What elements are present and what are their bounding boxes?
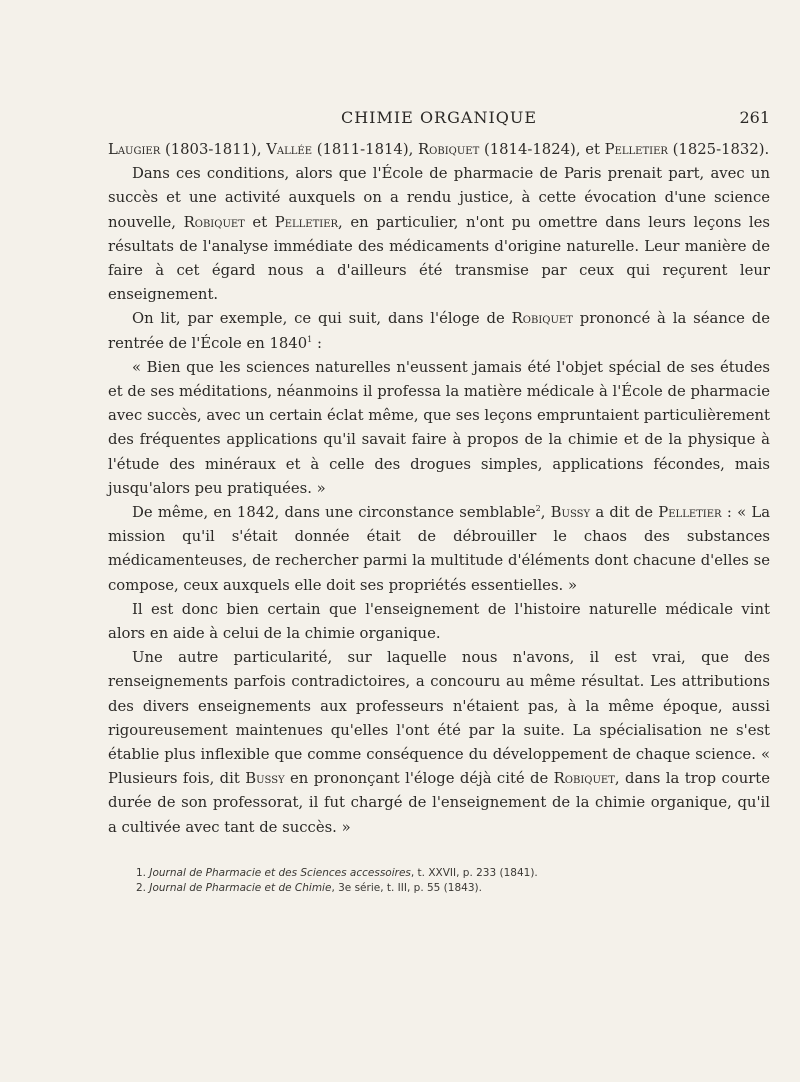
text-run: Dans ces conditions, alors que l'École de pharmacie de Paris prenait part, avec un succès et une activité auxquels on a rendu justice, à cette évocation d'une science nouvelle, — [108, 165, 770, 231]
person-name: Pelletier — [274, 213, 339, 231]
text-run: (1825-1832). — [667, 141, 770, 158]
person-name: Bussy — [550, 504, 591, 522]
person-name: Robiquet — [183, 213, 245, 231]
text-run: « Bien que les sciences naturelles n'eussent jamais été l'objet spécial de ses études et de ses méditations, néanmoins il professa la matière médicale à l'École de pharmacie avec succès, avec un certain éclat même, que ses leçons empruntaient particulièrement des fréquentes applications qu'il savait faire à propos de la chimie et de la physique à l'étude des minéraux et à celle des drogues simples, applications fécondes, mais jusqu'alors peu pratiquées. » — [108, 358, 770, 497]
paragraph — [108, 501, 770, 598]
text-run: (1814-1824), et — [479, 141, 605, 158]
footnote-ref-text: , t. XXVII, p. 233 (1841). — [410, 867, 538, 879]
text-run: (1811-1814), — [312, 141, 419, 158]
text-run: , — [540, 504, 551, 522]
paragraph — [108, 307, 770, 355]
paragraph — [108, 356, 770, 501]
text-run: prononcé à la séance de rentrée de l'École en 1840 — [108, 310, 770, 352]
person-name: Robiquet — [511, 310, 573, 328]
paragraph — [108, 598, 770, 646]
paragraph — [108, 646, 770, 840]
text-run: : « La mission qu'il s'était donnée était de débrouiller le chaos des substances médicamenteuses, de rechercher parmi la multitude d'éléments dont chacune d'elles se compose, ceux auxquels elle doit ses propriétés essentielles. » — [108, 504, 771, 594]
text-run: et — [244, 213, 275, 231]
text-run: a dit de — [590, 504, 659, 522]
journal-title: Journal de Pharmacie et des Sciences accessoires — [149, 867, 411, 879]
person-name: Vallée — [266, 141, 313, 158]
person-name: Robiquet — [553, 770, 615, 788]
person-name: Bussy — [245, 770, 285, 788]
text-run: en prononçant l'éloge déjà cité de — [284, 770, 554, 788]
person-name: Pelletier — [658, 504, 722, 522]
running-title: CHIMIE ORGANIQUE — [340, 108, 538, 127]
footnotes — [108, 866, 770, 896]
text-run: : — [312, 334, 322, 352]
paragraph — [108, 162, 770, 307]
footnote-ref[interactable]: 2 — [535, 504, 541, 514]
footnote-ref-text: , 3e série, t. III, p. 55 (1843). — [331, 882, 482, 894]
text-run: , dans la trop courte durée de son professorat, il fut chargé de l'enseignement de la chimie organique, qu'il a cultivée avec tant de succès. » — [108, 770, 770, 836]
footnote-ref[interactable]: 1 — [307, 334, 313, 344]
footnote-number: 1. — [136, 867, 150, 879]
page-header — [108, 108, 770, 132]
body-text — [108, 138, 770, 840]
text-run: Il est donc bien certain que l'enseignement de l'histoire naturelle médicale vint alors en aide à celui de la chimie organique. — [108, 600, 770, 643]
footnote — [108, 881, 770, 896]
person-name: Robiquet — [418, 141, 480, 158]
person-name: Laugier — [108, 141, 161, 158]
text-run: De même, en 1842, dans une circonstance semblable — [132, 504, 536, 522]
footnote-number: 2. — [136, 882, 150, 894]
text-run: Une autre particularité, sur laquelle nous n'avons, il est vrai, que des renseignements parfois contradictoires, a concouru au même résultat. Les attributions des divers enseignements aux professeurs n'étaient pas, à la même époque, aussi rigoureusement maintenues qu'elles l'ont été par la suite. La spécialisation ne s'est établie plus inflexible que comme conséquence du développement de chaque science. « Plusieurs fois, dit — [108, 649, 770, 788]
text-run: On lit, par exemple, ce qui suit, dans l'éloge de — [132, 310, 512, 328]
text-run: , en particulier, n'ont pu omettre dans leurs leçons les résultats de l'analyse immédiate des médicaments d'origine naturelle. Leur manière de faire à cet égard nous a d'ailleurs été transmise par ceux qui reçurent leur enseignement. — [108, 213, 770, 304]
footnote — [108, 866, 770, 881]
journal-title: Journal de Pharmacie et de Chimie — [149, 882, 332, 894]
person-name: Pelletier — [604, 141, 668, 158]
text-run: (1803-1811), — [160, 141, 267, 158]
paragraph — [108, 138, 770, 162]
page-number: 261 — [739, 108, 770, 127]
